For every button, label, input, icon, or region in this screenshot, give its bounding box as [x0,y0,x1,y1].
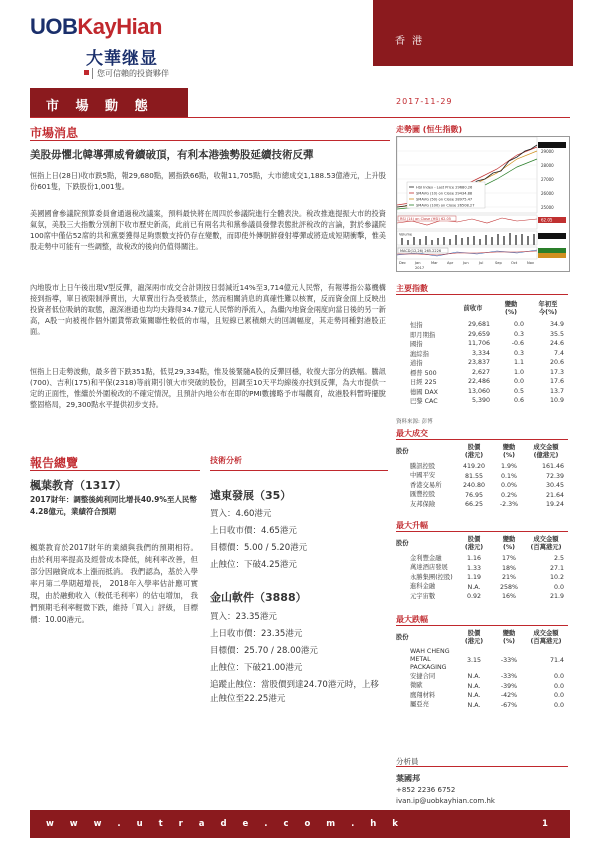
price-tick-3: 27000 [541,177,554,182]
indices-cell-chg: 0.3 [513,330,524,338]
losers-cell-chg: -33% [500,673,518,681]
table-row [396,472,568,482]
losers-cell-name: 鷹翔材料 [410,691,436,699]
indices-table [396,298,568,406]
indices-header-chg: 變動 (%) [504,301,518,316]
losers-cell-name: 屬亞亮 [410,701,429,709]
table-row [396,462,568,472]
logo: UOBKayHian [30,14,162,39]
gainers-cell-price: 1.16 [466,555,482,563]
x-year-label: 2017 [415,266,425,270]
losers-cell-price: N.A. [467,692,481,700]
table-row [396,592,568,602]
table-row [396,564,568,574]
table-row [396,349,568,359]
gainers-cell-name: 金利豐金融 [410,554,442,562]
gainers-cell-amt: 21.9 [549,593,564,601]
indices-header-ytd: 年初至 今(%) [538,301,558,316]
table-row [396,358,568,368]
indices-cell-close: 11,706 [467,340,490,348]
market-paragraph-1: 恒指上日(28日)收市跌5點，報29,680點，國指跌66點，收報11,705點，大市總成交1,188.53億港元，上升股份601隻，下跌股份1,001隻。 [30,171,386,191]
table-row [396,701,568,711]
indices-cell-name: 德國 DAX [410,388,438,396]
legend-sma10: SMAVG (10) on Close 29434.88 [416,191,473,196]
analyst-divider [396,766,568,767]
losers-cell-chg: -67% [500,701,518,709]
price-tick-2: 28000 [541,163,554,168]
losers-cell-price: N.A. [467,701,481,709]
page-title: 市 場 動 態 [46,99,154,114]
gainers-cell-amt: 2.5 [553,555,564,563]
x-label-6: Jul [479,261,484,265]
indices-header-close: 前收市 [463,305,483,312]
turnover-divider [396,439,568,440]
tech-stock-1-line: 目標價：5.00 / 5.20港元 [210,543,308,553]
losers-cell-amt: 0.0 [553,701,564,709]
indices-cell-name: 標普 500 [410,369,437,377]
gainers-header-stock: 股份 [396,540,409,547]
indices-cell-close: 29,659 [467,330,490,338]
losers-cell-amt: 0.0 [553,682,564,690]
logo-mark-icon [84,70,89,75]
indices-cell-ytd: 35.5 [549,330,564,338]
x-label-9: Nov [527,261,535,265]
report-date: 2017-11-29 [396,97,453,106]
indices-cell-ytd: 7.4 [553,349,564,357]
indices-cell-close: 5,390 [471,397,490,405]
losers-cell-name: 微歐 [410,682,423,690]
indices-cell-chg: 0.5 [513,387,524,395]
indices-cell-close: 2,627 [471,368,490,376]
report-company: 楓葉教育（1317） [30,479,127,492]
x-label-2: Jan [415,261,421,265]
report-divider [30,470,200,471]
table-row [396,672,568,682]
gainers-cell-price: 1.19 [466,574,482,582]
indices-cell-name: 國指 [410,341,423,349]
gainers-divider [396,531,568,532]
turnover-cell-price: 240.80 [462,482,486,490]
hsi-chart [396,136,570,272]
indices-cell-close: 29,681 [467,321,490,329]
report-highlight: 2017財年：調整後純利同比增長40.9%至人民幣4.28億元，業績符合預期 [30,495,197,516]
table-row [396,330,568,340]
losers-cell-price: 3.15 [466,656,482,664]
indices-cell-ytd: 10.9 [549,397,564,405]
turnover-cell-chg: 1.9% [501,463,517,471]
tech-stock-2-name: 金山軟件（3888） [210,591,307,604]
indices-cell-name: 巴黎 CAC [410,398,438,406]
header-divider [30,117,570,118]
indices-cell-chg: 0.3 [513,349,524,357]
indices-cell-ytd: 13.7 [549,387,564,395]
gainers-cell-chg: 18% [502,564,516,572]
x-label-1: Dec [399,261,406,265]
turnover-cell-chg: 0.1% [501,472,517,480]
table-row [396,691,568,701]
rsi-value: 62.05 [541,217,553,223]
losers-cell-price: N.A. [467,682,481,690]
header-region: 香 港 [395,36,425,47]
gainers-title: 最大升幅 [396,521,428,530]
losers-cell-name: WAH CHENG METAL PACKAGING [410,648,450,671]
gainers-cell-amt: 0.0 [553,583,564,591]
table-row [396,387,568,397]
tech-divider [210,470,388,471]
gainers-cell-chg: 16% [502,593,516,601]
losers-header-chg: 變動 (%) [502,630,516,645]
market-paragraph-3: 內地股市上日午後出現V型反彈，滬深兩市成交合計則按日弱減近14%至3,714億元人民幣，有報導指公募機構接到指導，單日被限制淨賣出，大單賣出行為受被禁止，然而相關消息的真確性難以核實，反而資金面上反映出投資者低位吸納的取態，滬深港通也均均夫錄得34.7億元人民幣的淨流入，為繼內地資金兩度向當日後的另一新高，A股一向被視作個外圍貨幣政策關聯性較低的市場，且短線已累積頗大的回調幅度，其走勢同種對港股正面。 [30,283,386,336]
table-row [396,481,568,491]
market-paragraph-4: 恒指上日走勢波動，最多曾下跌351點，低見29,334點，惟及後緊隨A股的反彈回穩，收復大部分的跌幅。騰訊(700)、吉利(175)和平保(2318)等前期引領大市突破的股份，回調至10天平均線後亦找到反彈，為大市提供一定的正面性，惟繼於外圍稅改的不確定情況，且預計內地公布在即的PMI數據略予市場觀育，故港股料暫時擺脫整固格局，29,300點水平提供初步支持。 [30,367,386,409]
report-body: 楓葉教育於2017財年的業績與我們的預期相符。 由於利用率提高及經營成本降低，純利率改善，但部分因融資成本上漲而抵消。 我們認為，基於入學率月第二學期超增長， 2018年入學率估計應可實現，由於融動收入（較低毛利率）的估屯增加， 我們預期毛利率輕微下跌，維持「買入」評級， 目標價：10.00港元。 [30,543,198,624]
tech-stock-1-name: 遠東發展（35） [210,489,292,502]
losers-header-amt: 成交金額 (百萬港元) [530,630,562,645]
tech-stock-2-trailing-stop: 追蹤止蝕位：當股價到達24.70港元時，上移止蝕位至22.25港元 [210,680,379,704]
losers-cell-amt: 0.0 [553,673,564,681]
analyst-label: 分析員 [396,757,419,766]
indices-cell-ytd: 17.3 [549,368,564,376]
x-label-7: Sep [495,261,502,265]
indices-title: 主要指數 [396,284,428,293]
x-label-5: Jun [463,261,469,265]
gainers-cell-price: 1.33 [466,564,482,572]
gainers-cell-name: 萬達酒店發展 [410,564,448,572]
losers-cell-amt: 0.0 [553,692,564,700]
x-label-8: Oct [511,261,518,265]
indices-cell-chg: 1.0 [513,368,524,376]
x-label-3: Mar [431,261,438,265]
tech-stock-1-line: 買入：4.60港元 [210,509,272,519]
losers-title: 最大跌幅 [396,615,428,624]
indices-cell-ytd: 34.9 [549,321,564,329]
losers-divider [396,625,568,626]
turnover-title: 最大成交 [396,429,428,438]
losers-header-stock: 股份 [396,634,409,641]
turnover-cell-amt: 21.64 [545,491,564,499]
gainers-cell-name: 永勝集團(控股) [410,573,453,581]
gainers-cell-price: N.A. [467,583,481,591]
losers-cell-chg: -39% [500,682,518,690]
tech-analysis-title: 技術分析 [210,456,242,465]
market-news-title: 市場消息 [30,126,79,140]
losers-cell-name: 安捷合同 [410,672,436,680]
volume-label: Volume [399,232,413,237]
indices-cell-chg: -0.6 [511,340,524,348]
legend-sma100: SMAVG (100) on Close 26508.27 [416,203,475,208]
price-tick-5: 25000 [541,205,554,210]
table-row [396,583,568,593]
footer-url[interactable]: w w w . u t r a d e . c o m . h k [46,819,405,829]
market-news-divider [30,140,390,141]
table-row [396,648,568,672]
turnover-cell-name: 友邦保險 [410,500,436,508]
indices-cell-close: 22,486 [467,378,490,386]
gainers-cell-chg: 21% [502,574,516,582]
turnover-cell-chg: -2.3% [499,501,519,509]
market-headline: 美股毋懼北韓導彈威脅續破頂，有利本港強勢股延續技術反彈 [30,149,314,161]
losers-cell-chg: -42% [500,692,518,700]
turnover-cell-amt: 19.24 [545,501,564,509]
table-row [396,320,568,330]
gainers-cell-chg: 258% [499,583,518,591]
analyst-name: 葉國邦 [396,774,420,783]
rsi-label: RSI (14) on Close (HSI) 62.05 [400,216,451,221]
turnover-cell-name: 騰訊控股 [410,462,436,470]
losers-cell-chg: -33% [500,656,518,664]
tech-stock-2-line: 止蝕位：下破21.00港元 [210,663,303,673]
gainers-table [396,534,568,602]
losers-table [396,628,568,710]
turnover-header-price: 股價 (港元) [464,444,484,459]
table-row [396,554,568,564]
logo-chinese-name: 大華继显 [86,49,158,69]
turnover-cell-price: 419.20 [462,463,486,471]
turnover-cell-name: 香港交易所 [410,481,442,489]
table-row [396,339,568,349]
turnover-cell-name: 匯豐控股 [410,491,436,499]
gainers-cell-name: 元宇宙數 [410,592,436,600]
indices-cell-chg: 1.1 [513,359,524,367]
indices-divider [396,294,568,295]
analyst-phone: +852 2236 6752 [396,786,456,794]
turnover-cell-chg: 0.0% [501,482,517,490]
gainers-cell-amt: 27.1 [549,564,564,572]
analyst-email[interactable]: ivan.ip@uobkayhian.com.hk [396,797,495,805]
indices-cell-close: 3,334 [471,349,490,357]
indices-cell-ytd: 20.6 [549,359,564,367]
gainers-cell-name: 進科金融 [410,583,436,591]
turnover-cell-amt: 161.46 [541,463,564,471]
price-tick-1: 29000 [541,149,554,154]
indices-cell-chg: 0.6 [513,397,524,405]
page-number: 1 [542,819,548,829]
chart-title: 走勢圖 (恒生指數) [396,125,463,134]
indices-cell-name: 滬綜指 [410,350,429,358]
indices-cell-ytd: 24.6 [549,340,564,348]
turnover-cell-amt: 30.45 [545,482,564,490]
logo-tagline: 您可信賴的投資夥伴 [92,68,169,79]
gainers-cell-chg: 17% [502,555,516,563]
table-row [396,573,568,583]
table-row [396,500,568,510]
gainers-cell-amt: 10.2 [549,574,564,582]
turnover-cell-price: 81.55 [464,472,484,480]
indices-cell-name: 即月期指 [410,331,436,339]
indices-cell-name: 日經 225 [410,379,437,387]
table-row [396,368,568,378]
hsi-chart-svg [397,137,569,271]
indices-cell-chg: 0.0 [513,378,524,386]
tech-stock-2-line: 上日收市價：23.35港元 [210,629,303,639]
gainers-header-chg: 變動 (%) [502,536,516,551]
table-row [396,396,568,406]
indices-cell-close: 13,060 [467,387,490,395]
turnover-cell-name: 中國平安 [410,472,436,480]
turnover-cell-price: 76.95 [464,491,484,499]
indices-cell-chg: 0.0 [513,321,524,329]
turnover-header-chg: 變動 (%) [502,444,516,459]
table-row [396,377,568,387]
turnover-cell-amt: 72.39 [545,472,564,480]
gainers-cell-price: 0.92 [466,593,482,601]
losers-header-price: 股價 (港元) [464,630,484,645]
indices-cell-close: 23,837 [467,359,490,367]
tech-stock-1-line: 上日收市價：4.65港元 [210,526,297,536]
tech-stock-1-line: 止蝕位：下破4.25港元 [210,560,297,570]
tech-stock-2-line: 目標價：25.70 / 28.00港元 [210,646,318,656]
legend-price: HSI Index - Last Price 29680.26 [416,185,473,190]
turnover-header-amt: 成交金額 (億港元) [533,444,559,459]
indices-cell-name: 恒指 [410,322,423,330]
losers-cell-price: N.A. [467,673,481,681]
turnover-header-stock: 股份 [396,448,409,455]
turnover-table [396,442,568,510]
macd-label: MACD(12,26) 265.2226 [400,248,442,253]
gainers-header-amt: 成交金額 (百萬港元) [530,536,562,551]
turnover-cell-price: 66.25 [464,501,484,509]
market-paragraph-2: 美國國會參議院預算委員會通過稅改議案，預料最快將在周四於參議院進行全體表決。稅改推進提振大市的投資氣氛，美股三大指數分別創下收市歷史新高，此前已有兩名共和黨參議員發聲表態批評稅改的言論，對於參議院100席中僅佔52席的共和黨要獲得足夠票數支持仍存在變數，而即使外傳朝鮮發射導彈或將造成短期衝擊，惟美股走勢中可能有一些調整，故稅改的後向仍值得關注。 [30,209,386,251]
legend-sma50: SMAVG (50) on Close 28975.47 [416,197,473,202]
indices-cell-ytd: 17.6 [549,378,564,386]
x-label-4: Apr [447,261,454,265]
losers-cell-amt: 71.4 [549,656,564,664]
report-summary-title: 報告總覽 [30,456,79,470]
turnover-cell-chg: 0.2% [501,491,517,499]
price-tick-4: 26000 [541,191,554,196]
table-row [396,682,568,692]
indices-source: 資料來源: 彭博 [396,419,433,425]
gainers-header-price: 股價 (港元) [464,536,484,551]
tech-stock-2-line: 買入：23.35港元 [210,612,277,622]
indices-cell-name: 道指 [410,360,423,368]
table-row [396,491,568,501]
